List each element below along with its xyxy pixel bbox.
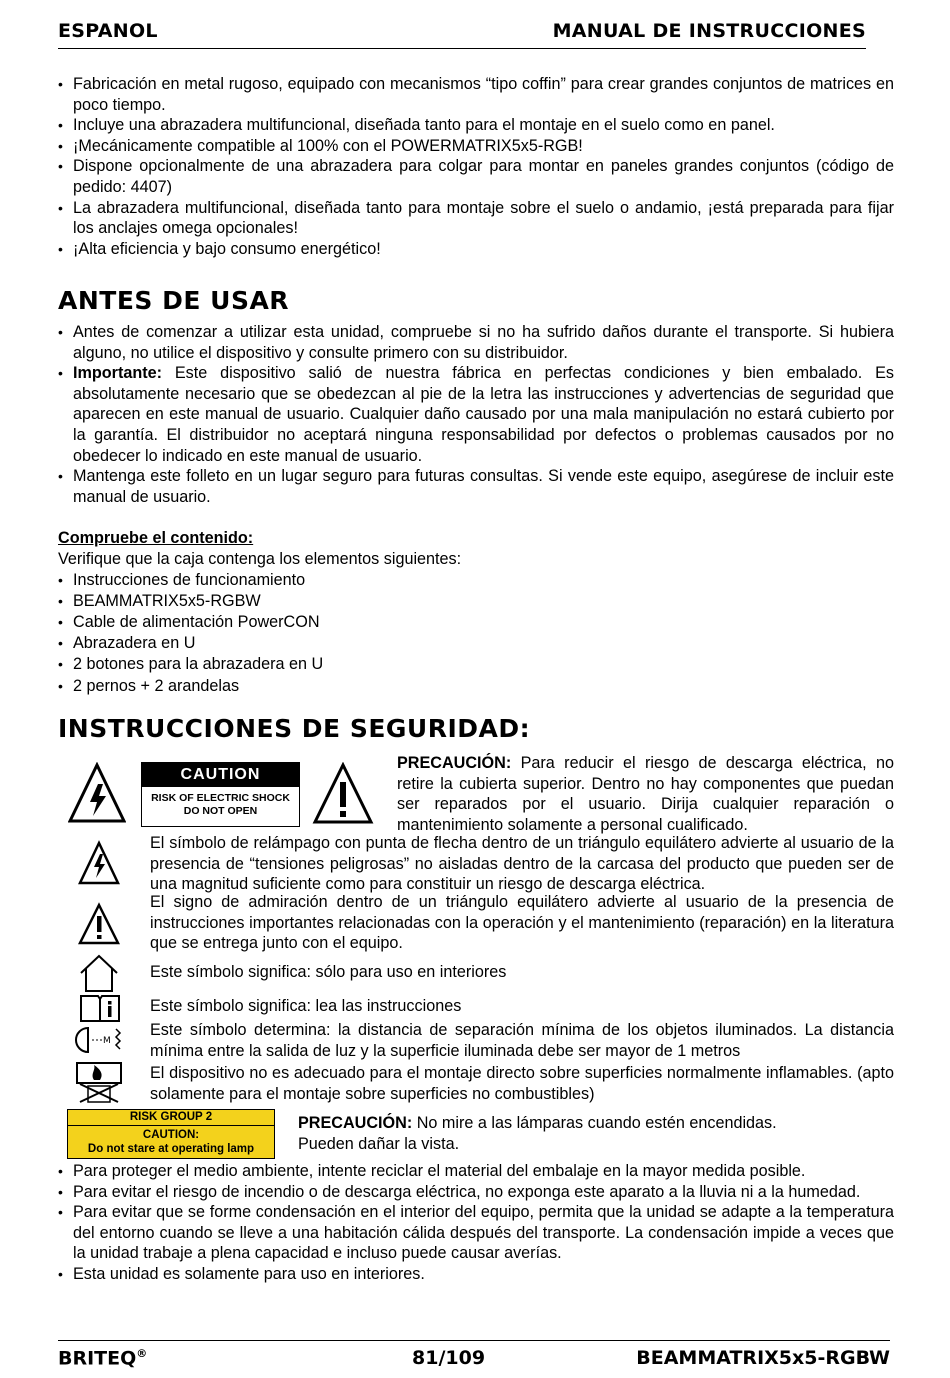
risk-group-caution-title: CAUTION:: [142, 1129, 200, 1141]
seguridad-title-wrap: [58, 714, 894, 744]
lamp-precaution-text: No mire a las lámparas cuando estén encendidas.: [412, 1114, 777, 1132]
indoor-description: Este símbolo significa: sólo para uso en interiores: [150, 963, 507, 981]
page-footer: [58, 1340, 890, 1370]
caution-precaution-text: Para reducir el riesgo de descarga eléctrica, no retire la cubierta superior. Dentro no hay componentes que puedan ser reparados por el usuario. Dirija cualquier reparación o mantenimiento solamente a personal cualificado.: [397, 754, 894, 834]
safety-bullets-section: [58, 1161, 894, 1285]
list-item: • Cable de alimentación PowerCON: [58, 612, 894, 633]
list-item: • ¡Alta eficiencia y bajo consumo energético!: [58, 239, 894, 260]
list-item: • Incluye una abrazadera multifuncional, diseñada tanto para el montaje en el suelo como en panel.: [58, 115, 894, 136]
flammable-description: El dispositivo no es adecuado para el montaje directo sobre superficies normalmente inflamables. (apto solamente para el montaje sobre superficies no combustibles): [150, 1064, 894, 1103]
risk-group-title: RISK GROUP 2: [68, 1110, 274, 1126]
lightning-warning-icon: [68, 762, 126, 824]
caution-label-title: CAUTION: [142, 763, 299, 787]
footer-model: BEAMMATRIX5x5-RGBW: [636, 1347, 890, 1369]
lamp-precaution-label: PRECAUCIÓN:: [298, 1114, 413, 1132]
list-item: • Fabricación en metal rugoso, equipado con mecanismos “tipo coffin” para crear grandes conjuntos de matrices en poco tiempo.: [58, 74, 894, 115]
list-item: • BEAMMATRIX5x5-RGBW: [58, 591, 894, 612]
intro-section: [58, 74, 894, 259]
antes-section: [58, 286, 894, 697]
lamp-precaution-text-2: Pueden dañar la vista.: [298, 1134, 460, 1153]
risk-group-caution-text: Do not stare at operating lamp: [87, 1143, 255, 1155]
list-item: • Para evitar que se forme condensación en el interior del equipo, permita que la unidad se adapte a la temperatura del entorno cuando se lleve a una habitación cálida después del transporte. La condensación impide a veces que la unidad trabaje a plena capacidad e incluso puede causar averías.: [58, 1202, 894, 1264]
non-flammable-surface-icon: [74, 1060, 124, 1104]
distance-description: Este símbolo determina: la distancia de separación mínima de los objetos iluminados. La distancia mínima entre la salida de luz y la superficie iluminada debe ser mayor de 1 metros: [150, 1021, 894, 1060]
lamp-precaution: [298, 1113, 858, 1154]
list-item: • Abrazadera en U: [58, 633, 894, 654]
read-description: Este símbolo significa: lea las instrucciones: [150, 997, 462, 1015]
list-item: • ¡Mecánicamente compatible al 100% con el POWERMATRIX5x5-RGB!: [58, 136, 894, 157]
lightning-triangle-icon: [78, 840, 120, 886]
antes-bullet-list: [58, 322, 894, 507]
important-text: Este dispositivo salió de nuestra fábrica en perfectas condiciones y bien embalado. Es absolutamente necesario que se obedezcan al pie de la letra las instrucciones y advertencias de seguridad que aparecen en este manual de usuario. Cualquier daño causado por una mala manipulación no estará cubierto por la garantía. El distribuidor no aceptará ninguna responsabilidad por defectos o problemas causados por no obedecer lo indicado en este manual de usuario.: [73, 364, 894, 465]
section-title-seguridad: INSTRUCCIONES DE SEGURIDAD:: [58, 714, 531, 743]
list-item: • Antes de comenzar a utilizar esta unidad, compruebe si no ha sufrido daños durante el transporte. Si hubiera alguno, no utilice el dispositivo y consulte primero con su distribuidor.: [58, 322, 894, 363]
risk-group-caution: [68, 1126, 274, 1156]
exclamation-warning-icon: [312, 762, 374, 826]
caution-paragraph: [397, 753, 894, 835]
list-item: • Esta unidad es solamente para uso en interiores.: [58, 1264, 894, 1285]
exclamation-triangle-icon: [78, 902, 120, 946]
exclamation-description: El signo de admiración dentro de un triángulo equilátero advierte al usuario de la presencia de instrucciones importantes relacionadas con la operación y el mantenimiento (reparación) en la literatura que se entrega junto con el equipo.: [150, 893, 894, 953]
list-item: • Instrucciones de funcionamiento: [58, 570, 894, 591]
caution-line-1: RISK OF ELECTRIC SHOCK: [151, 792, 290, 804]
list-item: • Para proteger el medio ambiente, intente reciclar el material del embalaje en la mayor medida posible.: [58, 1161, 894, 1182]
list-item: • Mantenga este folleto en un lugar seguro para futuras consultas. Si vende este equipo, asegúrese de incluir este manual de usuario.: [58, 466, 894, 507]
registered-mark: ®: [136, 1347, 148, 1360]
list-item: [58, 363, 894, 466]
safety-bullet-list: [58, 1161, 894, 1285]
caution-label: [141, 762, 300, 827]
list-item: • La abrazadera multifuncional, diseñada tanto para montaje sobre el suelo o andamio, ¡está preparada para fijar los anclajes omega opcionales!: [58, 198, 894, 239]
min-distance-icon: [74, 1025, 124, 1055]
lightning-description: El símbolo de relámpago con punta de flecha dentro de un triángulo equilátero advierte al usuario de la presencia de “tensiones peligrosas” no aisladas dentro de la carcasa del producto que pueden ser de una magnitud suficiente como para constituir un riesgo de descarga eléctrica.: [150, 834, 894, 894]
page-header: [58, 20, 866, 49]
caution-precaution-label: PRECAUCIÓN:: [397, 754, 512, 772]
read-instructions-icon: [78, 992, 122, 1024]
header-language: ESPANOL: [58, 20, 158, 42]
contents-list: [58, 570, 894, 697]
svg-text:M: M: [103, 1036, 111, 1046]
footer-brand: [58, 1347, 147, 1369]
caution-line-2: DO NOT OPEN: [183, 805, 258, 817]
check-intro: Verifique que la caja contenga los elementos siguientes:: [58, 549, 462, 568]
brand-name: BRITEQ: [58, 1347, 137, 1370]
section-title-antes: ANTES DE USAR: [58, 286, 290, 315]
list-item: • Dispone opcionalmente de una abrazadera para colgar para montar en paneles grandes conjuntos (código de pedido: 4407): [58, 156, 894, 197]
check-title: Compruebe el contenido:: [58, 529, 254, 548]
important-label: Importante:: [73, 364, 163, 383]
header-title: MANUAL DE INSTRUCCIONES: [552, 20, 866, 42]
list-item: • 2 pernos + 2 arandelas: [58, 676, 894, 697]
caution-label-text: [142, 787, 299, 818]
risk-group-label: [67, 1109, 275, 1159]
intro-bullet-list: [58, 74, 894, 259]
list-item: • 2 botones para la abrazadera en U: [58, 654, 894, 675]
house-indoor-icon: [78, 953, 120, 993]
list-item: • Para evitar el riesgo de incendio o de descarga eléctrica, no exponga este aparato a la lluvia ni a la humedad.: [58, 1182, 894, 1203]
page-number: 81/109: [412, 1347, 486, 1369]
